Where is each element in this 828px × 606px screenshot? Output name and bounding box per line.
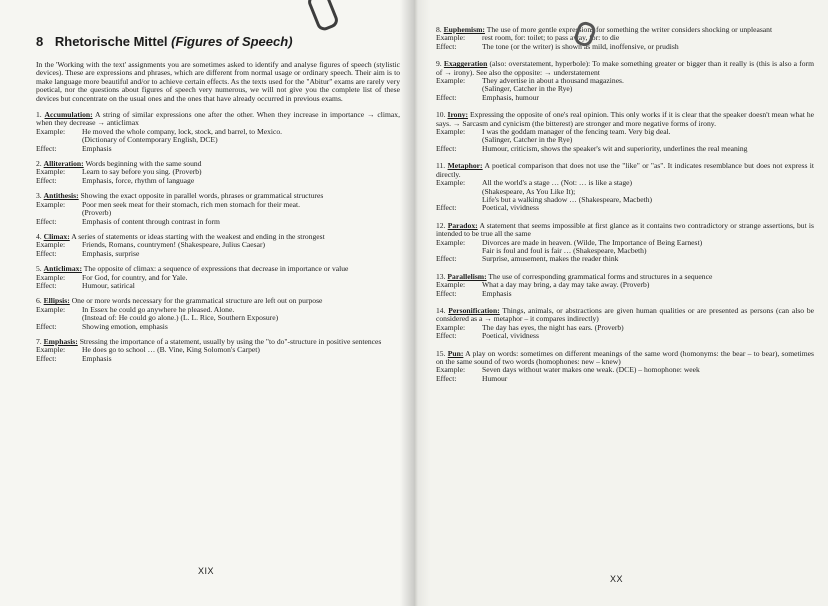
entry-heading bbox=[36, 192, 400, 200]
detail-key: Example: bbox=[436, 237, 466, 247]
detail-key: Effect: bbox=[436, 373, 457, 383]
detail-key: Effect: bbox=[436, 254, 457, 264]
entry-definition: A series of statements or ideas starting with the weakest and ending in the strongest bbox=[71, 231, 325, 241]
figure-entry bbox=[36, 338, 400, 363]
detail-key: Example: bbox=[36, 345, 66, 355]
figure-entry bbox=[36, 160, 400, 185]
entry-detail-row bbox=[36, 177, 400, 185]
detail-value: He does go to school … (B. Vine, King Solomon's Carpet) bbox=[82, 345, 260, 355]
entry-term: Antithesis: bbox=[43, 191, 79, 201]
entry-number: 13. bbox=[436, 271, 446, 281]
detail-value: In Essex he could go anywhere he pleased. Alone. bbox=[82, 304, 235, 314]
entry-detail-row bbox=[436, 332, 814, 340]
detail-value: Showing emotion, emphasis bbox=[82, 321, 168, 331]
detail-value: The day has eyes, the night has ears. (Proverb) bbox=[482, 322, 624, 332]
detail-value: Humour bbox=[482, 373, 508, 383]
left-entry-list bbox=[36, 111, 400, 363]
figure-entry bbox=[436, 111, 814, 153]
entry-term: Personification: bbox=[448, 305, 500, 315]
chapter-title: Rhetorische Mittel bbox=[54, 34, 168, 49]
detail-value: They advertise in about a thousand magazines. bbox=[482, 76, 624, 86]
entry-number: 6. bbox=[36, 296, 42, 306]
detail-key: Example: bbox=[436, 365, 466, 375]
detail-value: Poor men seek meat for their stomach, rich men stomach for their meat. bbox=[82, 199, 301, 209]
detail-value: (Shakespeare, As You Like It); bbox=[482, 186, 576, 196]
entry-term: Paradox: bbox=[447, 220, 478, 230]
entry-number: 9. bbox=[436, 59, 442, 69]
entry-number: 11. bbox=[436, 161, 446, 171]
entry-term: Metaphor: bbox=[447, 161, 483, 171]
entry-term: Emphasis: bbox=[43, 336, 78, 346]
figure-entry bbox=[436, 350, 814, 384]
entry-definition: Stressing the importance of a statement, usually by using the "to do"-structure in positive sentences bbox=[79, 336, 382, 346]
detail-value: (Instead of: He could go alone.) (L. L. Rice, Southern Exposure) bbox=[82, 313, 279, 323]
detail-key: Example: bbox=[36, 240, 66, 250]
entry-definition: Showing the exact opposite in parallel words, phrases or grammatical structures bbox=[80, 191, 324, 201]
detail-key: Effect: bbox=[36, 280, 57, 290]
page-number-left: XIX bbox=[198, 566, 215, 576]
entry-term: Exaggeration bbox=[443, 59, 488, 69]
detail-value: rest room, for: toilet; to pass away, for: to die bbox=[482, 33, 620, 43]
entry-definition: A play on words: sometimes on different meanings of the same word (homonyms: the bear – to bear), sometimes on the same sound of two words (homophones: new – knew) bbox=[436, 348, 815, 366]
detail-key: Effect: bbox=[36, 216, 57, 226]
entry-term: Parallelism: bbox=[447, 271, 487, 281]
detail-value: All the world's a stage … (Not: … is like a stage) bbox=[482, 178, 633, 188]
detail-key: Effect: bbox=[36, 175, 57, 185]
entry-detail-row bbox=[36, 218, 400, 226]
entry-definition: Things, animals, or abstractions are given human qualities or are presented as persons (can also be considered as a → metaphor – it compares indirectly) bbox=[436, 305, 814, 324]
page-number-right: XX bbox=[610, 574, 624, 584]
entry-definition: One or more words necessary for the grammatical structure are left out on purpose bbox=[71, 296, 323, 306]
entry-heading bbox=[36, 265, 400, 273]
entry-definition: Words beginning with the same sound bbox=[85, 159, 202, 169]
detail-value: (Salinger, Catcher in the Rye) bbox=[482, 84, 573, 94]
detail-value: Friends, Romans, countrymen! (Shakespeare, Julius Caesar) bbox=[82, 240, 266, 250]
detail-value: Humour, criticism, shows the speaker's wit and superiority, underlines the real meaning bbox=[482, 143, 748, 153]
entry-detail-row bbox=[36, 355, 400, 363]
entry-heading bbox=[436, 162, 814, 179]
detail-value: Fair is foul and foul is fair … (Shakespeare, Macbeth) bbox=[482, 245, 647, 255]
entry-detail-row bbox=[36, 145, 400, 153]
detail-key: Example: bbox=[436, 280, 466, 290]
detail-value: Emphasis, surprise bbox=[82, 248, 140, 258]
entry-detail-row bbox=[436, 94, 814, 102]
entry-detail-row bbox=[36, 250, 400, 258]
detail-value: (Dictionary of Contemporary English, DCE) bbox=[82, 135, 218, 145]
entry-number: 4. bbox=[36, 231, 42, 241]
detail-value: He moved the whole company, lock, stock, and barrel, to Mexico. bbox=[82, 126, 283, 136]
detail-value: Learn to say before you sing. (Proverb) bbox=[82, 167, 202, 177]
detail-value: Poetical, vividness bbox=[482, 331, 539, 341]
detail-value: I was the goddam manager of the fencing team. Very big deal. bbox=[482, 127, 671, 137]
entry-heading bbox=[436, 222, 814, 239]
intro-paragraph: In the 'Working with the text' assignments you are sometimes asked to identify and analyse figures of speech (stylistic devices). These are expressions and phrases, which are different from normal usage or ordinary speech. Their aim is to make language more beautiful and/or to achieve certain effects. As the texts used for the "Abitur" exams are rarely very poetical, nor the questions about figures of speech very numerous, we will not give you the complete list of these devices but concentrate on the usual ones and the ones that have already occurred in previous exams. bbox=[36, 60, 400, 103]
detail-key: Example: bbox=[36, 199, 66, 209]
entry-definition: A poetical comparison that does not use the "like" or "as". It indicates resemblance but does not express it directly. bbox=[436, 161, 814, 179]
detail-value: Emphasis of content through contrast in form bbox=[82, 216, 220, 226]
entry-detail-row bbox=[36, 282, 400, 290]
entry-heading bbox=[36, 233, 400, 241]
entry-heading bbox=[436, 111, 814, 128]
entry-definition: A statement that seems impossible at first glance as it contains two contradictory or strange assertions, but is intended to be true all the same bbox=[436, 220, 814, 239]
detail-value: (Proverb) bbox=[82, 208, 112, 218]
entry-detail-row bbox=[436, 290, 814, 298]
entry-definition: The use of corresponding grammatical forms and structures in a sequence bbox=[488, 271, 713, 281]
entry-detail-row bbox=[436, 255, 814, 263]
entry-heading bbox=[36, 111, 400, 128]
detail-key: Example: bbox=[436, 127, 466, 137]
entry-definition: (also: overstatement, hyperbole): To make something greater or bigger than it really is (this is also a form of → irony). See also the opposite: → understatement bbox=[436, 59, 814, 77]
entry-number: 1. bbox=[36, 110, 42, 120]
detail-key: Example: bbox=[36, 272, 66, 282]
detail-key: Effect: bbox=[436, 203, 457, 213]
detail-key: Effect: bbox=[436, 288, 457, 298]
detail-value: Emphasis bbox=[82, 143, 112, 153]
detail-value: What a day may bring, a day may take away. (Proverb) bbox=[482, 280, 650, 290]
entry-heading bbox=[436, 307, 814, 324]
entry-detail-row bbox=[436, 43, 814, 51]
figure-entry bbox=[36, 111, 400, 153]
entry-number: 7. bbox=[36, 336, 42, 346]
detail-key: Effect: bbox=[436, 41, 457, 51]
detail-value: Emphasis, humour bbox=[482, 92, 539, 102]
detail-value: (Salinger, Catcher in the Rye) bbox=[482, 135, 573, 145]
entry-detail-row bbox=[436, 145, 814, 153]
entry-number: 12. bbox=[436, 220, 446, 230]
detail-value: Seven days without water makes one weak. (DCE) – homophone: week bbox=[482, 365, 700, 375]
entry-number: 10. bbox=[436, 110, 446, 120]
entry-definition: Expressing the opposite of one's real opinion. This only works if it is clear that the speaker doesn't mean what he says. → Sarcasm and cynicism (the bitterest) are stronger and more negative forms of irony. bbox=[436, 110, 814, 128]
detail-key bbox=[436, 188, 482, 196]
detail-key: Example: bbox=[36, 126, 66, 136]
figure-entry bbox=[36, 297, 400, 331]
entry-heading bbox=[436, 350, 814, 367]
detail-key: Example: bbox=[36, 304, 66, 314]
entry-heading bbox=[436, 26, 814, 34]
entry-number: 5. bbox=[36, 264, 42, 274]
detail-key: Example: bbox=[436, 33, 466, 43]
detail-key: Effect: bbox=[436, 92, 457, 102]
entry-term: Euphemism: bbox=[443, 25, 485, 34]
detail-value: For God, for country, and for Yale. bbox=[82, 272, 188, 282]
detail-value: Emphasis bbox=[82, 353, 112, 363]
detail-value: Poetical, vividness bbox=[482, 203, 539, 213]
chapter-heading bbox=[36, 34, 400, 49]
figure-entry bbox=[36, 265, 400, 290]
detail-key: Example: bbox=[436, 76, 466, 86]
figure-entry bbox=[436, 273, 814, 298]
detail-key: Effect: bbox=[36, 248, 57, 258]
detail-key: Effect: bbox=[36, 353, 57, 363]
entry-heading bbox=[436, 60, 814, 77]
entry-definition: The opposite of climax: a sequence of expressions that decrease in importance or value bbox=[83, 264, 349, 274]
entry-term: Climax: bbox=[43, 231, 70, 241]
entry-term: Irony: bbox=[447, 110, 469, 120]
figure-entry bbox=[36, 233, 400, 258]
entry-number: 3. bbox=[36, 191, 42, 201]
entry-number: 14. bbox=[436, 305, 446, 315]
detail-key: Example: bbox=[436, 322, 466, 332]
right-page bbox=[414, 0, 828, 606]
entry-term: Alliteration: bbox=[43, 159, 84, 169]
entry-heading bbox=[36, 338, 400, 346]
detail-value: Life's but a walking shadow … (Shakespeare, Macbeth) bbox=[482, 194, 653, 204]
entry-heading bbox=[36, 297, 400, 305]
entry-term: Ellipsis: bbox=[43, 296, 70, 306]
detail-value: Surprise, amusement, makes the reader think bbox=[482, 254, 619, 264]
detail-key: Effect: bbox=[36, 321, 57, 331]
entry-term: Accumulation: bbox=[44, 110, 93, 120]
entry-definition: A string of similar expressions one after the other. When they increase in importance → climax, when they decrease → anticlimax bbox=[36, 110, 400, 128]
chapter-number: 8 bbox=[36, 34, 44, 49]
figure-entry bbox=[436, 162, 814, 212]
entry-number: 2. bbox=[36, 159, 42, 169]
entry-number: 8. bbox=[436, 25, 442, 34]
entry-detail-row bbox=[436, 204, 814, 212]
detail-value: Divorces are made in heaven. (Wilde, The Importance of Being Earnest) bbox=[482, 237, 703, 247]
figure-entry bbox=[36, 192, 400, 226]
entry-detail-row bbox=[36, 323, 400, 331]
detail-value: Emphasis, force, rhythm of language bbox=[82, 175, 195, 185]
right-entry-list bbox=[436, 26, 814, 383]
detail-value: Emphasis bbox=[482, 288, 512, 298]
figure-entry bbox=[436, 26, 814, 51]
entry-definition: The use of more gentle expressions for something the writer considers shocking or unpleasant bbox=[486, 25, 773, 34]
entry-number: 15. bbox=[436, 348, 446, 358]
detail-key: Effect: bbox=[36, 143, 57, 153]
entry-detail-row bbox=[436, 375, 814, 383]
detail-key: Example: bbox=[36, 167, 66, 177]
chapter-subtitle: (Figures of Speech) bbox=[171, 34, 293, 49]
detail-key: Example: bbox=[436, 178, 466, 188]
figure-entry bbox=[436, 60, 814, 102]
entry-heading bbox=[36, 160, 400, 168]
entry-heading bbox=[436, 273, 814, 281]
detail-key: Effect: bbox=[436, 143, 457, 153]
figure-entry bbox=[436, 307, 814, 341]
entry-term: Anticlimax: bbox=[43, 264, 82, 274]
detail-value: The tone (or the writer) is shown as mild, inoffensive, or prudish bbox=[482, 41, 679, 51]
figure-entry bbox=[436, 222, 814, 264]
detail-key: Effect: bbox=[436, 331, 457, 341]
detail-value: Humour, satirical bbox=[82, 280, 135, 290]
entry-term: Pun: bbox=[447, 348, 464, 358]
